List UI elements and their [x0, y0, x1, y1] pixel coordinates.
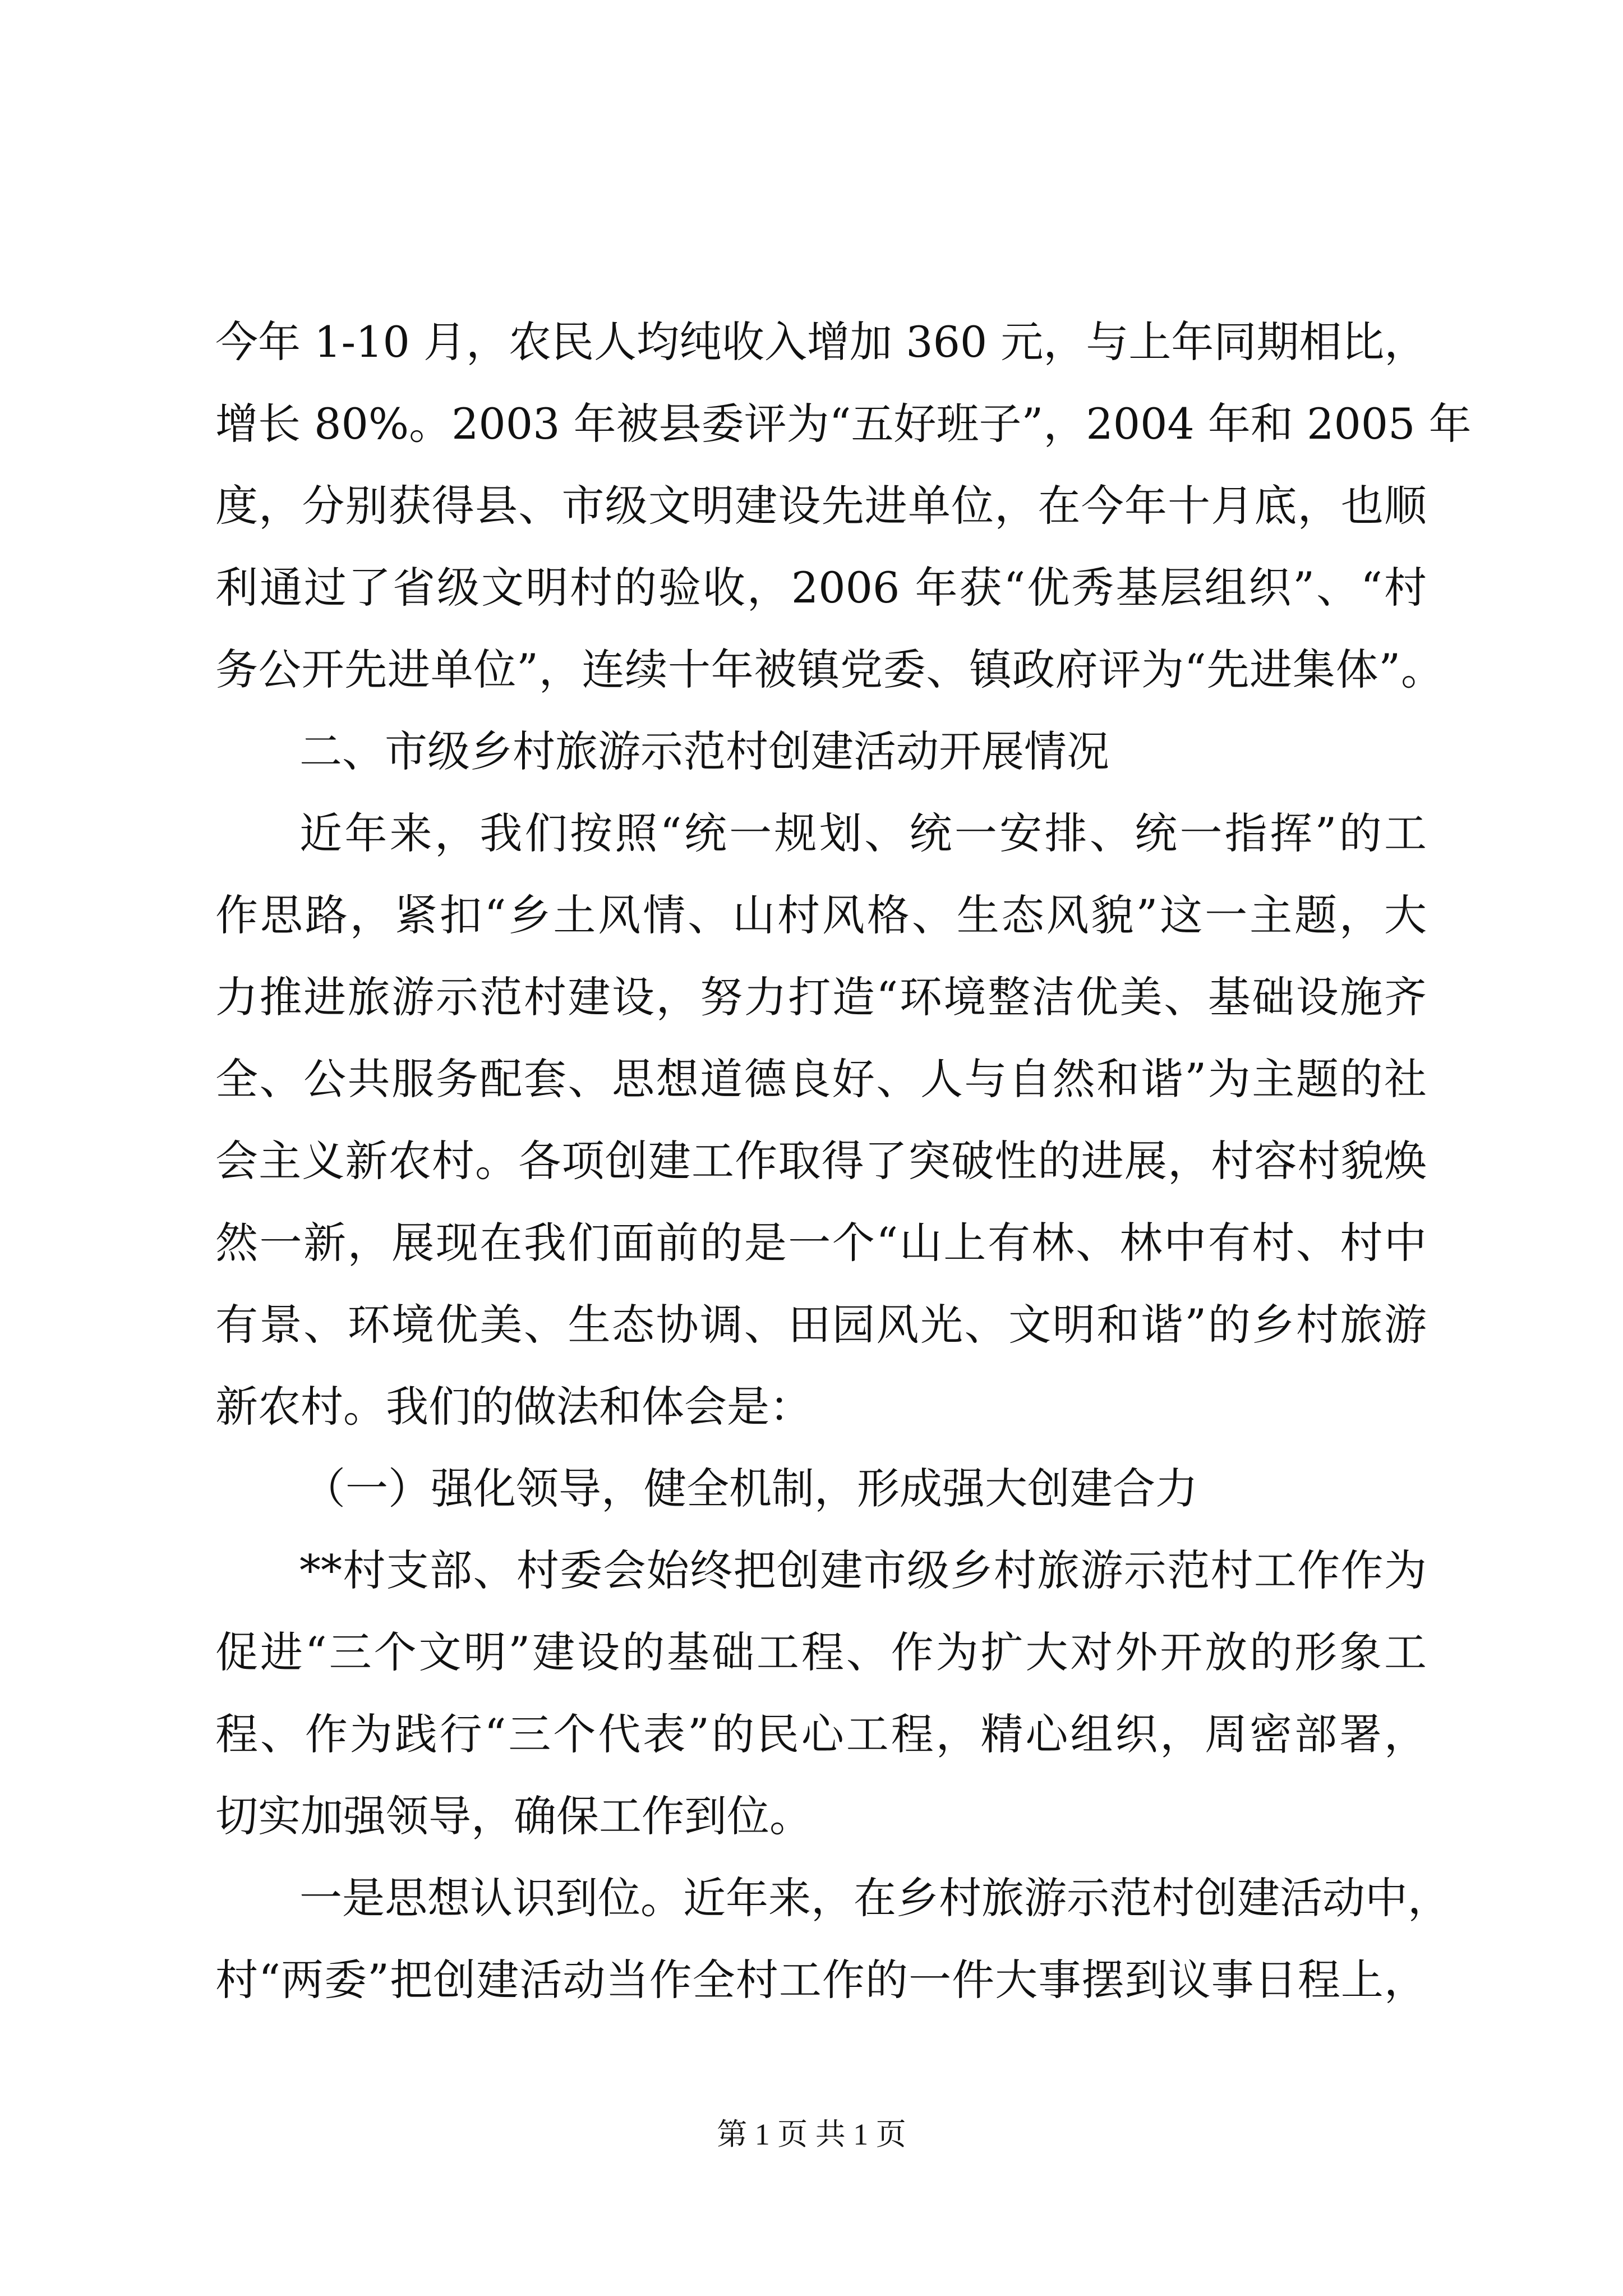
text-line: 程、作为践行“三个代表”的民心工程，精心组织，周密部署，: [215, 1709, 1427, 1759]
text-line: 切实加强领导，确保工作到位。: [215, 1791, 812, 1841]
text-line: 增长 80%。2003 年被县委评为“五好班子”，2004 年和 2005 年: [215, 399, 1472, 449]
text-line: 会主义新农村。各项创建工作取得了突破性的进展，村容村貌焕: [215, 1136, 1427, 1186]
text-line: 新农村。我们的做法和体会是：: [215, 1382, 812, 1432]
text-line: 村“两委”把创建活动当作全村工作的一件大事摆到议事日程上，: [215, 1955, 1427, 2005]
text-line: 务公开先进单位”，连续十年被镇党委、镇政府评为“先进集体”。: [215, 645, 1444, 694]
text-line: 促进“三个文明”建设的基础工程、作为扩大对外开放的形象工: [215, 1627, 1427, 1677]
subsection-heading: （一）强化领导，健全机制，形成强大创建合力: [303, 1464, 1198, 1513]
paragraph-first-line: 一是思想认识到位。近年来，在乡村旅游示范村创建活动中，: [299, 1873, 1450, 1923]
page-footer: 第 1 页 共 1 页: [717, 2118, 906, 2151]
text-line: 度，分别获得县、市级文明建设先进单位，在今年十月底，也顺: [215, 481, 1427, 531]
text-line: 全、公共服务配套、思想道德良好、人与自然和谐”为主题的社: [215, 1054, 1427, 1104]
section-heading: 二、市级乡村旅游示范村创建活动开展情况: [299, 726, 1109, 776]
text-line: 今年 1-10 月，农民人均纯收入增加 360 元，与上年同期相比，: [215, 317, 1427, 367]
paragraph-first-line: **村支部、村委会始终把创建市级乡村旅游示范村工作作为: [299, 1545, 1427, 1595]
paragraph-first-line: 近年来，我们按照“统一规划、统一安排、统一指挥”的工: [299, 808, 1427, 858]
text-line: 利通过了省级文明村的验收，2006 年获“优秀基层组织”、“村: [215, 563, 1427, 613]
text-line: 作思路，紧扣“乡土风情、山村风格、生态风貌”这一主题，大: [215, 890, 1427, 940]
text-line: 然一新，展现在我们面前的是一个“山上有林、林中有村、村中: [215, 1218, 1427, 1268]
text-line: 有景、环境优美、生态协调、田园风光、文明和谐”的乡村旅游: [215, 1300, 1427, 1350]
text-line: 力推进旅游示范村建设，努力打造“环境整洁优美、基础设施齐: [215, 972, 1427, 1022]
